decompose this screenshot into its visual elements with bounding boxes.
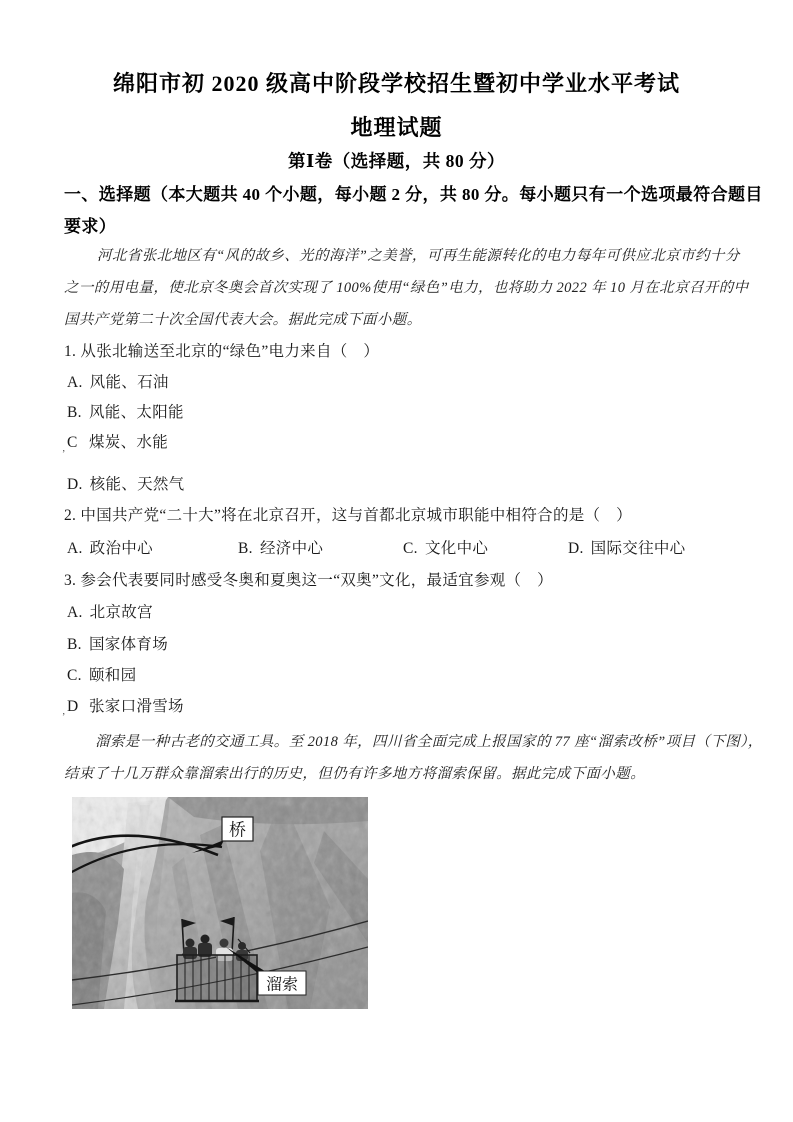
exam-subtitle: 地理试题 — [350, 115, 443, 140]
figure-photo — [72, 797, 368, 1009]
q1-option-a — [67, 373, 169, 392]
option-label: B. — [67, 636, 82, 653]
option-text: 北京故宫 — [89, 604, 153, 621]
option-label: D — [67, 698, 79, 715]
option-text: 国际交往中心 — [590, 540, 686, 557]
exam-title: 绵阳市初 2020 级高中阶段学校招生暨初中学业水平考试 — [112, 71, 680, 96]
option-label: B. — [67, 404, 82, 421]
passenger — [186, 939, 195, 948]
option-label: C. — [403, 540, 418, 557]
passenger — [238, 942, 246, 950]
option-text: 风能、石油 — [89, 374, 169, 391]
q3-option-d — [67, 697, 184, 716]
question1-stem: 1. 从张北输送至北京的“绿色”电力来自（ ） — [64, 343, 380, 360]
passage2-line-1: 溜索是一种古老的交通工具。至 2018 年，四川省全面完成上报国家的 77 座“溜索改桥”项目（下图）， — [95, 734, 763, 750]
zipline-label: 溜索 — [265, 976, 299, 994]
option-text: 经济中心 — [260, 540, 324, 557]
option-label: C — [67, 434, 78, 451]
option-label: A. — [67, 540, 83, 557]
q1-option-c — [67, 433, 168, 452]
q2-option-c — [403, 539, 488, 558]
passage2-line-2: 结束了十几万群众靠溜索出行的历史，但仍有许多地方将溜索保留。据此完成下面小题。 — [64, 766, 646, 782]
q3-option-b — [67, 635, 168, 654]
stray-mark: ’ — [62, 449, 66, 460]
question2-stem: 2. 中国共产党“二十大”将在北京召开，这与首都北京城市职能中相符合的是（ ） — [64, 507, 632, 524]
option-text: 国家体育场 — [89, 636, 169, 653]
passage1-line-3: 国共产党第二十次全国代表大会。据此完成下面小题。 — [64, 312, 422, 328]
option-text: 政治中心 — [89, 540, 153, 557]
bridge-label: 桥 — [229, 820, 246, 840]
q2-option-d — [568, 539, 685, 558]
passenger — [201, 935, 210, 944]
q1-option-d — [67, 475, 184, 494]
option-text: 风能、太阳能 — [89, 404, 184, 421]
option-text: 煤炭、水能 — [89, 434, 169, 451]
q2-option-a — [67, 539, 153, 558]
option-label: A. — [67, 374, 83, 391]
option-label: B. — [238, 540, 253, 557]
instruction-line-2: 要求） — [64, 217, 117, 236]
option-label: C. — [67, 667, 82, 684]
passage1-line-2: 之一的用电量，使北京冬奥会首次实现了 100%使用“绿色”电力，也将助力 2022 年 10 月在北京召开的中 — [64, 280, 749, 296]
option-text: 核能、天然气 — [89, 476, 185, 493]
question3-stem: 3. 参会代表要同时感受冬奥和夏奥这一“双奥”文化，最适宜参观（ ） — [64, 572, 553, 589]
option-label: A. — [67, 604, 83, 621]
option-label: D. — [568, 540, 584, 557]
instruction-line-1: 一、选择题（本大题共 40 个小题，每小题 2 分，共 80 分。每小题只有一个选项最符合题目 — [64, 185, 763, 204]
q2-option-b — [238, 539, 323, 558]
canyon-illustration — [72, 797, 368, 1009]
option-text: 文化中心 — [425, 540, 489, 557]
passage1-line-1: 河北省张北地区有“风的故乡、光的海洋”之美誉，可再生能源转化的电力每年可供应北京市约十分 — [97, 248, 740, 264]
section-header: 第Ⅰ卷（选择题，共 80 分） — [288, 151, 505, 171]
q3-option-c — [67, 666, 136, 685]
option-text: 张家口滑雪场 — [89, 698, 184, 715]
passenger — [220, 939, 229, 948]
q1-option-b — [67, 403, 184, 422]
stray-mark: ’ — [62, 712, 66, 723]
q3-option-a — [67, 603, 153, 622]
option-text: 颐和园 — [89, 667, 137, 684]
option-label: D. — [67, 476, 83, 493]
